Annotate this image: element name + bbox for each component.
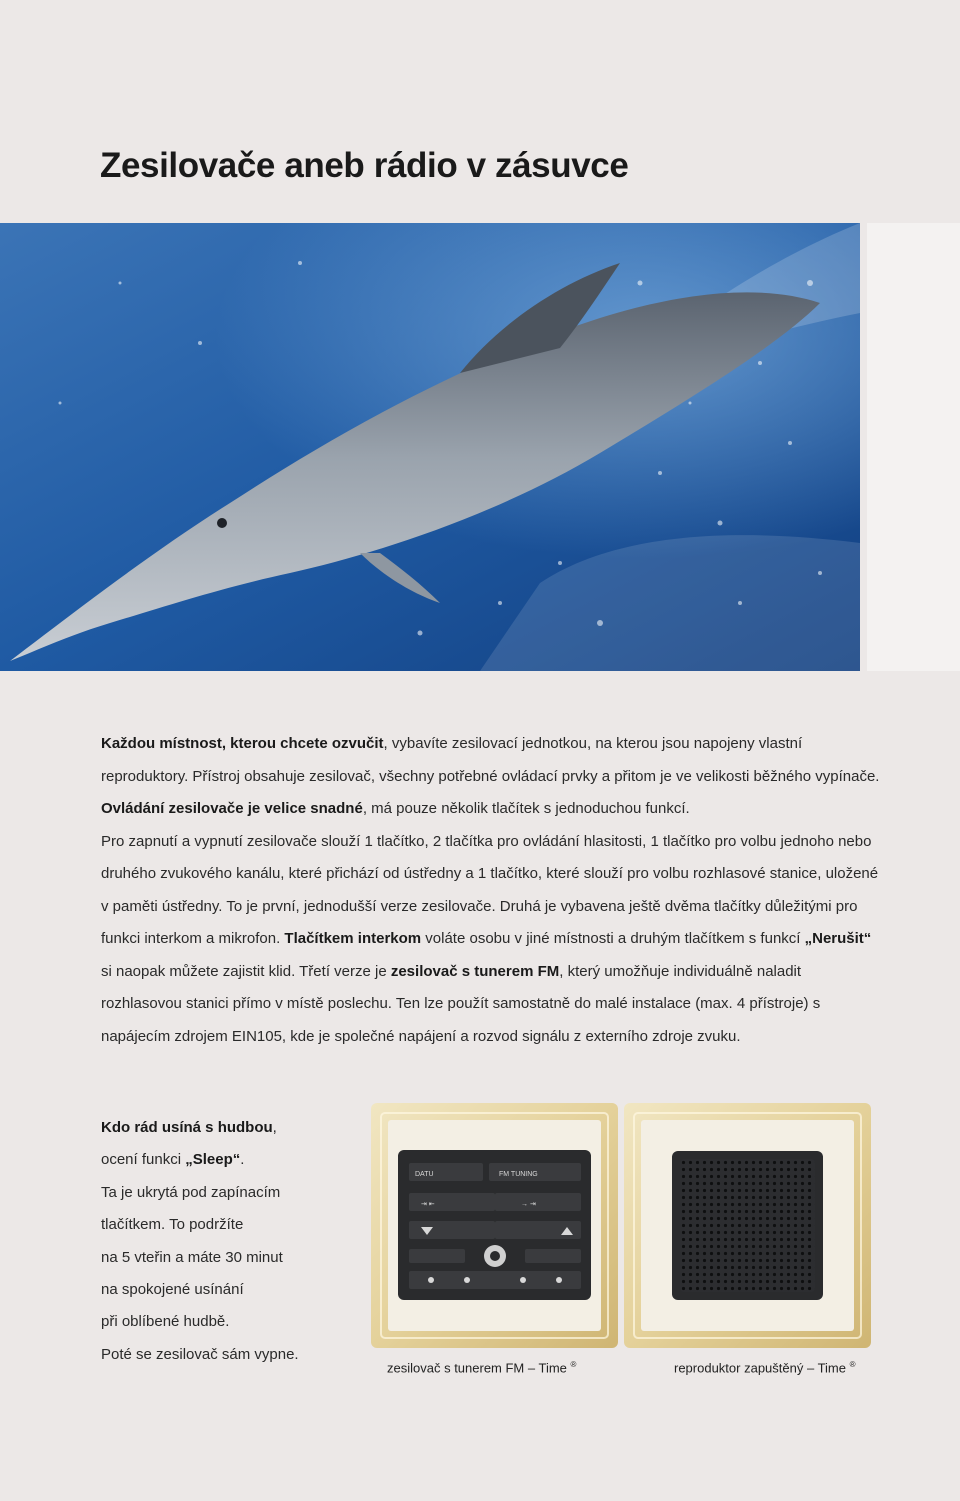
button-label: → ⇥ — [521, 1201, 536, 1208]
dolphin-photo — [0, 223, 860, 671]
button-label: ⇥ ⇤ — [421, 1201, 435, 1208]
amplifier-caption: zesilovač s tunerem FM – Time ® — [387, 1360, 577, 1376]
sleep-info — [101, 1112, 341, 1371]
speaker-caption: reproduktor zapuštěný – Time ® — [674, 1360, 856, 1376]
sleep-line: Ta je ukrytá pod zapínacím — [101, 1183, 281, 1201]
sleep-line: při oblíbené hudbě. — [101, 1313, 230, 1331]
button-label: DATU — [415, 1171, 434, 1178]
sleep-line: ocení funkci „Sleep“. — [101, 1151, 245, 1169]
sleep-line: Poté se zesilovač sám vypne. — [101, 1345, 299, 1363]
description-text — [101, 728, 881, 1053]
sleep-line: tlačítkem. To podržíte — [101, 1216, 244, 1234]
hero-side-strip — [867, 223, 960, 671]
page-title: Zesilovače aneb rádio v zásuvce — [100, 146, 629, 185]
sleep-line: na 5 vteřin a máte 30 minut — [101, 1248, 283, 1266]
fm-tuner-amplifier-image — [371, 1103, 618, 1348]
intro-paragraph: Každou místnost, kterou chcete ozvučit, vybavíte zesilovací jednotkou, na kterou jsou napojeny vlastní reproduktory. Přístroj obsahuje zesilovač, všechny potřebné ovládací prvky a přitom je ve velikosti běžného vypínače. Ovládání zesilovače je velice snadné, má pouze několik tlačítek s jednoduchou funkcí. — [101, 735, 880, 817]
speaker-image — [624, 1103, 871, 1348]
main-paragraph: Pro zapnutí a vypnutí zesilovače slouží 1 tlačítko, 2 tlačítka pro ovládání hlasitosti, 1 tlačítko pro volbu jednoho nebo druhého zvukového kanálu, které přichází od ústředny a 1 tlačítko, které slouží pro volbu rozhlasové stanice, uložené v paměti ústředny. To je první, jednodušší verze zesilovače. Druhá je vybavena ještě dvěma tlačítky důležitými pro funkci interkom a mikrofon. Tlačítkem interkom voláte osobu v jiné místnosti a druhým tlačítkem s funkcí „Nerušit“ si naopak můžete zajistit klid. Třetí verze je zesilovač s tunerem FM, který umožňuje individuálně naladit rozhlasovou stanici přímo v místě poslechu. Ten lze použít samostatně do malé instalace (max. 4 přístroje) s napájecím zdrojem EIN105, kde je společné napájení a rozvod signálu z externího zdroje zvuku. — [101, 832, 879, 1045]
sleep-line: Kdo rád usíná s hudbou, — [101, 1119, 277, 1136]
sleep-line: na spokojené usínání — [101, 1281, 244, 1299]
button-label: FM TUNING — [499, 1171, 538, 1178]
